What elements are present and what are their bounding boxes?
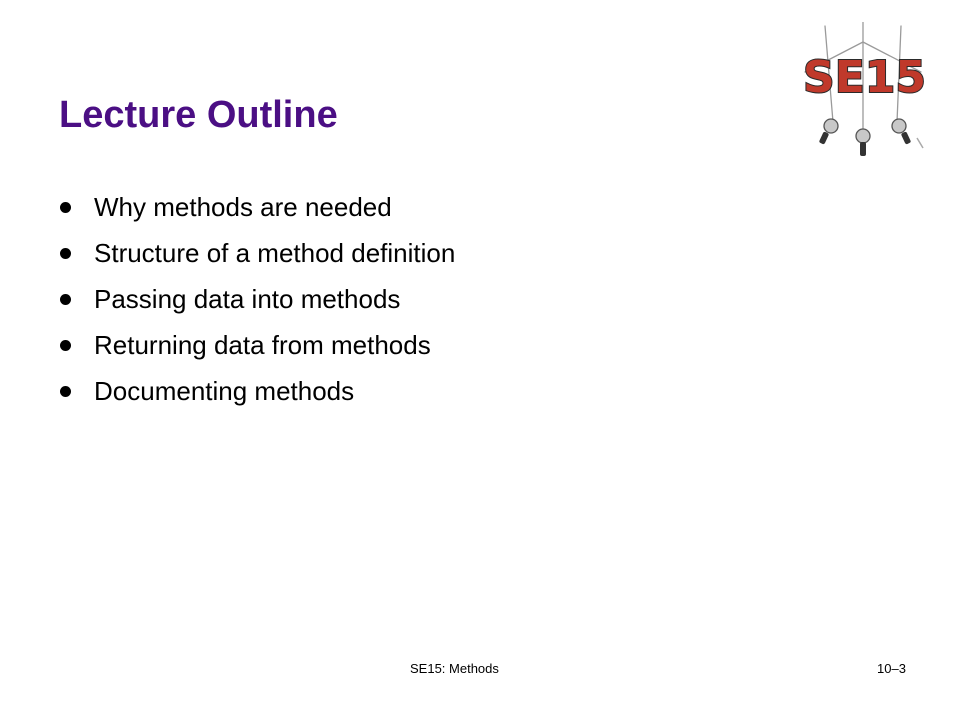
- bullet-text: Passing data into methods: [94, 284, 401, 314]
- bullet-text: Why methods are needed: [94, 192, 392, 222]
- bullet-dot-icon: [60, 202, 71, 213]
- bullet-item: [58, 370, 455, 416]
- page-number: 10–3: [877, 661, 906, 676]
- logo-text: SE15: [803, 52, 926, 103]
- slide-title: Lecture Outline: [59, 94, 338, 136]
- footer-title: SE15: Methods: [410, 661, 499, 676]
- bullet-text: Documenting methods: [94, 376, 355, 406]
- bullet-item: [58, 186, 455, 232]
- bullet-text: Structure of a method definition: [94, 238, 456, 268]
- bullet-text: Returning data from methods: [94, 330, 431, 360]
- fencing-swords-icon: [819, 119, 923, 156]
- bullet-item: [58, 232, 455, 278]
- bullet-list: [58, 186, 455, 416]
- bullet-item: [58, 278, 455, 324]
- se15-logo: [797, 22, 932, 162]
- bullet-dot-icon: [60, 386, 71, 397]
- bullet-dot-icon: [60, 340, 71, 351]
- bullet-dot-icon: [60, 248, 71, 259]
- bullet-item: [58, 324, 455, 370]
- bullet-dot-icon: [60, 294, 71, 305]
